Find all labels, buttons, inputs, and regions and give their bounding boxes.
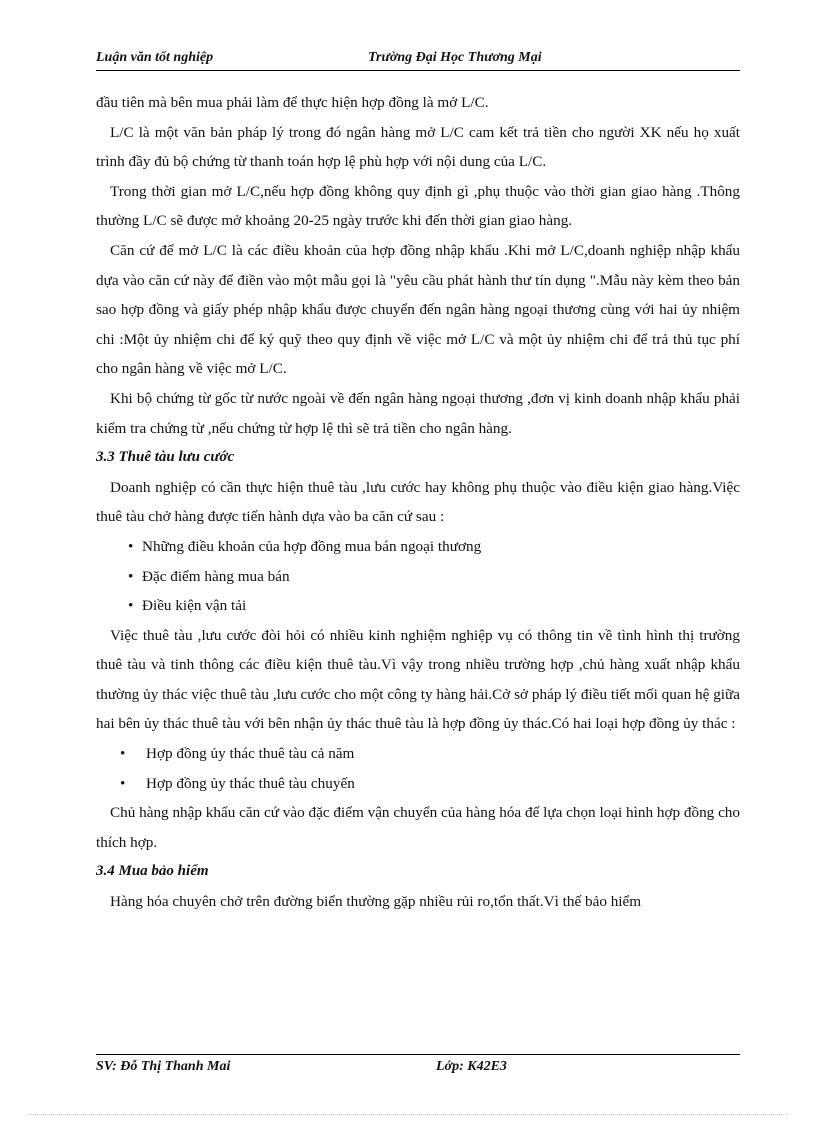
paragraph: Chủ hàng nhập khẩu căn cứ vào đặc điểm vận chuyển của hàng hóa để lựa chọn loại hình hợp đồng cho thích hợp.	[96, 804, 740, 851]
header-university: Trường Đại Học Thương Mại	[368, 50, 542, 65]
page-divider	[28, 1114, 788, 1115]
paragraph: Khi bộ chứng từ gốc từ nước ngoài về đến ngân hàng ngoại thương ,đơn vị kinh doanh nhập khẩu phải kiểm tra chứng từ ,nếu chứng từ hợp lệ thì sẽ trả tiền cho ngân hàng.	[96, 389, 740, 437]
paragraph: Căn cứ để mở L/C là các điều khoản của hợp đồng nhập khẩu .Khi mở L/C,doanh nghiệp nhập khẩu dựa vào căn cứ này để điền vào một mẫu gọi là "yêu cầu phát hành thư tín dụng ".Mẫu này kèm theo bản sao hợp đồng và giấy phép nhập khẩu được chuyển đến ngân hàng ngoại thương cùng với hai ủy nhiệm chi :Một ủy nhiệm chi để ký quỹ theo quy định về việc mở L/C và một ủy nhiệm chi để trả thủ tục phí cho ngân hàng về việc mở L/C.	[96, 241, 740, 378]
document-body	[96, 88, 740, 917]
paragraph: đầu tiên mà bên mua phải làm để thực hiện hợp đồng là mở L/C.	[96, 94, 489, 111]
list-item: • Những điều khoản của hợp đồng mua bán ngoại thương	[96, 532, 740, 562]
list-item: • Hợp đồng ủy thác thuê tàu chuyến	[96, 769, 740, 799]
list-item: • Đặc điểm hàng mua bán	[96, 562, 740, 592]
footer-student: SV: Đỗ Thị Thanh Mai	[96, 1059, 231, 1074]
paragraph: Trong thời gian mở L/C,nếu hợp đồng không quy định gì ,phụ thuộc vào thời gian giao hàng .Thông thường L/C sẽ được mở khoảng 20-25 ngày trước khi đến thời gian giao hàng.	[96, 182, 740, 230]
paragraph: L/C là một văn bản pháp lý trong đó ngân hàng mở L/C cam kết trả tiền cho người XK nếu họ xuất trình đầy đủ bộ chứng từ thanh toán hợp lệ phù hợp với nội dung của L/C.	[96, 123, 740, 171]
section-heading: 3.3 Thuê tàu lưu cước	[96, 449, 235, 466]
header-thesis-label: Luận văn tốt nghiệp	[96, 50, 214, 65]
paragraph: Hàng hóa chuyên chở trên đường biển thường gặp nhiều rủi ro,tổn thất.Vì thế bảo hiểm	[110, 893, 642, 911]
list-item: • Điều kiện vận tải	[96, 591, 740, 621]
footer-class: Lớp: K42E3	[436, 1059, 507, 1074]
section-heading: 3.4 Mua bảo hiểm	[96, 863, 209, 880]
list-item: • Hợp đồng ủy thác thuê tàu cả năm	[96, 739, 740, 769]
paragraph: Việc thuê tàu ,lưu cước đòi hỏi có nhiều kinh nghiệm nghiệp vụ có thông tin về tình hình thị trường thuê tàu và tinh thông các điều kiện thuê tàu.Vì vậy trong nhiều trường hợp ,chủ hàng xuất nhập khẩu thường ủy thác việc thuê tàu ,lưu cước cho một công ty hàng hải.Cở sở pháp lý điều tiết mối quan hệ giữa hai bên ủy thác thuê tàu với bên nhận ủy thác thuê tàu là hợp đồng ủy thác.Có hai loại hợp đồng ủy thác :	[96, 626, 740, 733]
paragraph: Doanh nghiệp có cần thực hiện thuê tàu ,lưu cước hay không phụ thuộc vào điều kiện giao hàng.Việc thuê tàu chở hàng được tiến hành dựa vào ba căn cứ sau :	[96, 478, 740, 526]
page-footer	[96, 1054, 740, 1077]
page-header	[96, 50, 740, 71]
